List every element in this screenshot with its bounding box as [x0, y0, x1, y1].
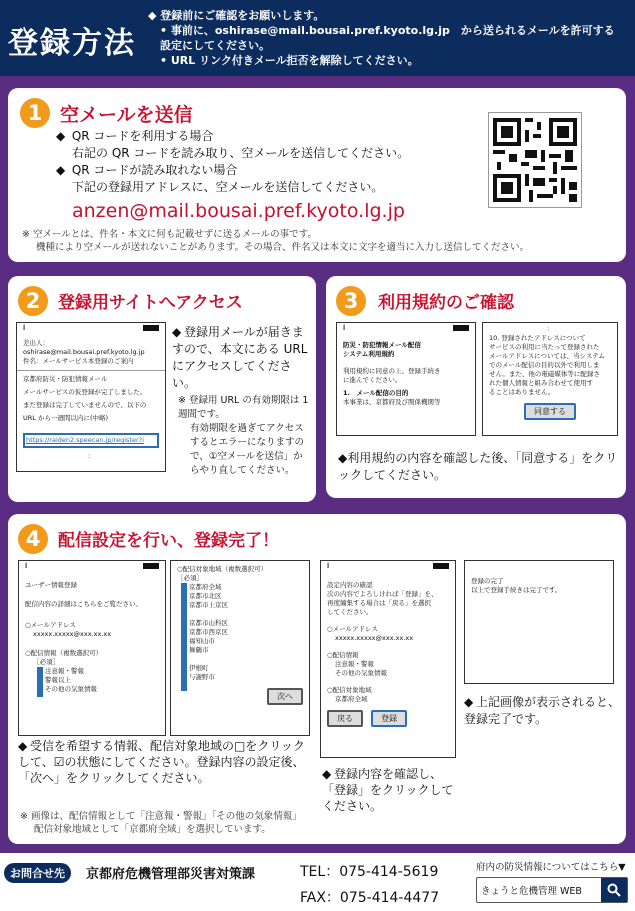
step3-card: [326, 276, 626, 498]
step4-desc-d: ◆ 上記画像が表示されると、登録完了です。: [464, 695, 621, 726]
battery-icon: [453, 325, 469, 331]
qr-case: QR コードを利用する場合: [71, 129, 214, 143]
agree-button[interactable]: 同意する: [524, 403, 576, 420]
step1-notes: [22, 228, 617, 254]
step3-number: 3: [336, 286, 366, 316]
phone-text: ［必須］: [177, 574, 203, 582]
registration-address[interactable]: anzen@mail.bousai.pref.kyoto.lg.jp: [72, 200, 405, 222]
footer: [0, 853, 635, 911]
phone-text: 登録の完了: [471, 577, 504, 585]
step4-phone-complete: [464, 560, 614, 684]
phone-text: 件名：メールサービス本登録のご案内: [23, 357, 134, 365]
battery-icon: [433, 563, 449, 569]
phone-text: ることはありません。: [489, 388, 555, 396]
register-button[interactable]: 登録: [371, 710, 407, 727]
area-option[interactable]: 伊根町: [189, 664, 209, 672]
phone-text: ：: [546, 325, 554, 333]
area-option[interactable]: 与謝野市: [189, 673, 215, 681]
info-option[interactable]: 警報以上: [45, 676, 71, 684]
no-qr-case: QR コードが読み取れない場合: [71, 163, 238, 177]
phone-text: 本事業は、京都府及び関係機関等: [343, 398, 441, 406]
checkbox-column[interactable]: [181, 583, 187, 691]
step1-body: ◆ QR コードを利用する場合 右記の QR コードを読み取り、空メールを送信してください。 ◆ QR コードが読み取れない場合 下記の登録用アドレスに、空メールを送信してください。: [56, 128, 496, 196]
area-option[interactable]: 福知山市: [189, 637, 215, 645]
contact-tel: TEL：075-414-5619: [300, 864, 439, 880]
phone-text: xxxxx.xxxxx@xxx.xx.xx: [335, 634, 414, 642]
step4-desc-a: ◆ 受信を希望する情報、配信対象地域の□をクリックして、☑の状態にしてください。登録内容の設定後、「次へ」をクリックしてください。: [18, 739, 305, 785]
phone-text: まだ登録は完了していませんので、以下の: [23, 401, 147, 409]
step4-phone-confirm: [320, 560, 456, 758]
registration-url-link[interactable]: https://raiden2.speecan.jp/register?i: [23, 433, 159, 448]
step1-card: [8, 88, 626, 262]
step2-phone: [16, 322, 166, 472]
step4-phone-area: [170, 560, 310, 736]
phone-text: 10. 登録されたアドレスについて: [489, 334, 586, 342]
header-note: • URL リンク付きメール拒否を解除してください。: [160, 54, 419, 67]
phone-text: 差出人：oshirase@mail.bousai.pref.kyoto.lg.jp: [23, 339, 145, 356]
header: [0, 0, 635, 76]
phone-text: サービスの利用に当たって登録された: [489, 343, 600, 351]
area-gap: [189, 655, 303, 664]
step1-number: 1: [20, 98, 50, 128]
battery-icon: [143, 325, 159, 331]
step3-title: 利用規約のご確認: [378, 293, 514, 313]
contact-org: 京都府危機管理部災害対策課: [86, 867, 256, 882]
back-button[interactable]: 戻る: [327, 710, 363, 727]
phone-text: 京都府防災・防犯情報メール: [23, 375, 108, 383]
header-note: • 事前に、oshirase@mail.bousai.pref.kyoto.lg.jp から送られるメールを許可する設定にしてください。: [160, 24, 615, 52]
area-gap: [189, 610, 303, 619]
page-title: 登録方法: [8, 26, 136, 61]
step4-number: 4: [18, 524, 48, 554]
search-box[interactable]: [476, 877, 628, 903]
phone-text: ○メールアドレス: [25, 621, 76, 629]
step4-desc-c: ◆ 登録内容を確認し、「登録」をクリックしてください。: [322, 767, 454, 813]
phone-text: ○メールアドレス: [327, 625, 378, 633]
info-option[interactable]: 注意報・警報: [45, 667, 84, 675]
phone-text: その他の気象情報: [335, 669, 387, 677]
phone-text: 配信内容の詳細はこちらをご覧ださい。: [25, 600, 142, 608]
next-button[interactable]: 次へ: [267, 688, 303, 705]
web-note: 府内の防災情報についてはこちら▼: [476, 862, 626, 873]
phone-text: xxxxx.xxxxx@xxx.xx.xx: [33, 630, 112, 638]
phone-text: ユーザー情報登録: [25, 581, 77, 589]
phone-text: システム利用規約: [343, 350, 395, 358]
step2-title: 登録用サイトへアクセス: [58, 293, 243, 313]
step3-phone-terms: [336, 322, 476, 436]
phone-text: 次の内容でよろしければ「登録」を、: [327, 590, 438, 598]
area-option[interactable]: 京都府全域: [189, 583, 222, 591]
contact-label: お問合せ先: [4, 863, 71, 883]
contact-fax: FAX：075-414-4477: [300, 890, 440, 906]
header-notes: [148, 8, 618, 68]
step2-desc: ◆ 登録用メールが届きますので、本文にある URL にアクセスしてください。: [172, 325, 308, 390]
qr-code-icon[interactable]: [488, 112, 582, 208]
step4-notes: ※ 画像は、配信情報として「注意報・警報」「その他の気象情報」 配信対象地域として「京都府全域」を選択しています。: [20, 811, 302, 835]
phone-text: でのメール配信の目的以外で利用しま: [489, 361, 600, 369]
phone-text: ○配信情報（複数選択可）: [25, 649, 103, 657]
phone-text: せん。また、他の電磁媒体等に配録さ: [489, 370, 600, 378]
no-qr-desc: 下記の登録用アドレスに、空メールを送信してください。: [72, 180, 384, 194]
phone-text: ：: [87, 452, 95, 460]
step2-number: 2: [18, 286, 48, 316]
phone-text: してください。: [327, 608, 373, 616]
phone-text: ○配信対象地域（複数選択可）: [177, 565, 268, 573]
step3-phone-agree: [482, 322, 618, 436]
area-option[interactable]: 舞鶴市: [189, 646, 209, 654]
phone-text: 京都府全域: [335, 695, 368, 703]
step4-title: 配信設定を行い、登録完了！: [58, 531, 279, 551]
step2-note: ※ 登録用 URL の有効期限は 1 週間です。 有効期限を過ぎてアクセスするとエラーになりますので、①空メールを送信」からやり直してください。: [178, 395, 309, 476]
step2-card: [8, 276, 316, 502]
battery-icon: [143, 563, 159, 569]
step1-note: 機種により空メールが送れないことがあります。その場合、件名又は本文に文字を適当に入力し送信してください。: [36, 242, 530, 253]
phone-text: ○配信情報: [327, 651, 359, 659]
checkbox-column[interactable]: [37, 667, 43, 697]
search-text: きょうと危機管理 WEB: [481, 886, 582, 897]
step4-phone-user-info: [18, 560, 166, 736]
area-option[interactable]: 京都市北区: [189, 592, 222, 600]
phone-text: ○配信対象地域: [327, 686, 372, 694]
area-option[interactable]: 京都市上京区: [189, 601, 228, 609]
phone-text: れた個人情報と組み合わせて使用す: [489, 379, 593, 387]
phone-text: 再度編集する場合は「戻る」を選択: [327, 599, 431, 607]
phone-text: 注意報・警報: [335, 660, 374, 668]
phone-text: 利用規約に同意の上、登録手続き: [343, 367, 441, 375]
step1-title: 空メールを送信: [60, 104, 193, 126]
qr-desc: 右記の QR コードを読み取り、空メールを送信してください。: [72, 146, 410, 160]
phone-text: に進んでください。: [343, 376, 402, 384]
step1-note: ※ 空メールとは、件名・本文に何も記載せずに送るメールの事です。: [22, 229, 317, 240]
phone-text: 以上で登録手続きは完了です。: [471, 586, 562, 594]
area-option[interactable]: 京都市山科区: [189, 619, 228, 627]
phone-text: URL から一週間以内に(中略): [23, 414, 109, 422]
phone-text: メールサービスの仮登録が完了しました。: [23, 388, 147, 396]
area-option[interactable]: 京都市西京区: [189, 628, 228, 636]
step3-desc: ◆利用規約の内容を確認した後、「同意する」をクリックしてください。: [338, 451, 618, 482]
phone-text: ［必須］: [33, 658, 59, 666]
phone-text: 1. メール配信の目的: [343, 389, 409, 397]
header-note: ◆ 登録前にご確認をお願いします。: [148, 9, 325, 22]
search-icon[interactable]: [601, 878, 627, 902]
info-option[interactable]: その他の気象情報: [45, 685, 97, 693]
phone-text: 防災・防犯情報メール配信: [343, 341, 421, 349]
step4-card: [8, 514, 626, 844]
phone-text: 設定内容の確認: [327, 581, 373, 589]
phone-text: メールアドレスについては、当システム: [489, 352, 605, 360]
